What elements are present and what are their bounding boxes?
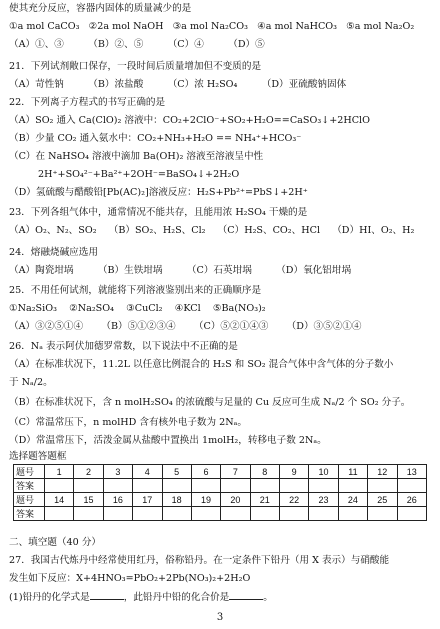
table-cell: 17 [133,493,162,507]
answer-cell[interactable] [250,479,279,493]
text-line: 2H⁺+SO₄²⁻+Ba²⁺+2OH⁻=BaSO₄↓+2H₂O [38,169,240,180]
text-line: （C）常温常压下，n molHD 含有核外电子数为 2Nₐ。 [9,417,247,428]
text-line: （A）在标准状况下，11.2L 以任意比例混合的 H₂S 和 SO₂ 混合气体中含气体的分子数小 [9,359,394,370]
q27-part1-text-2: ，此铅丹中铅的化合价是 [123,592,230,603]
answer-cell[interactable] [280,507,309,521]
text-line: （C）在 NaHSO₄ 溶液中滴加 Ba(OH)₂ 溶液至溶液呈中性 [9,151,264,162]
question-24: 24．熔融烧碱应选用 [9,247,98,258]
table-row [14,479,427,493]
question-21: 21．下列试剂敞口保存，一段时间后质量增加但不变质的是 [9,61,262,72]
table-cell: 19 [191,493,220,507]
answer-cell[interactable] [45,507,74,521]
table-cell: 9 [280,465,309,479]
text-line [9,590,273,604]
answer-cell[interactable] [397,479,427,493]
text-line: （A）O₂、N₂、SO₂ （B）SO₂、H₂S、Cl₂ （C）H₂S、CO₂、HCl （D）HI、O₂、H₂ [9,225,415,236]
table-row [14,507,427,521]
q27-part1-text: (1)铅丹的化学式是 [9,592,90,603]
table-cell: 3 [103,465,132,479]
page-number: 3 [216,612,224,623]
answer-cell[interactable] [74,479,103,493]
answer-box-title: 选择题答题框 [9,451,67,462]
table-row [14,493,427,507]
table-cell: 10 [309,465,338,479]
table-cell: 题号 [14,465,45,479]
table-cell: 23 [309,493,338,507]
table-cell: 2 [74,465,103,479]
table-cell: 22 [280,493,309,507]
table-cell: 5 [162,465,191,479]
table-cell: 12 [368,465,397,479]
answer-cell[interactable] [221,479,250,493]
table-cell: 15 [74,493,103,507]
table-cell: 答案 [14,479,45,493]
table-cell: 13 [397,465,427,479]
answer-cell[interactable] [103,507,132,521]
table-cell: 答案 [14,507,45,521]
table-cell: 7 [221,465,250,479]
table-cell: 20 [221,493,250,507]
answer-cell[interactable] [250,507,279,521]
table-cell: 8 [250,465,279,479]
answer-cell[interactable] [191,479,220,493]
table-cell: 14 [45,493,74,507]
q27-part1-end: 。 [263,592,273,603]
answer-cell[interactable] [309,507,338,521]
table-cell: 11 [338,465,367,479]
table-cell: 4 [133,465,162,479]
answer-blank[interactable] [90,590,124,600]
table-cell: 18 [162,493,191,507]
answer-cell[interactable] [162,507,191,521]
text-line: （D）氢硫酸与醋酸铅[Pb(AC)₂]溶液反应：H₂S+Pb²⁺=PbS↓+2H⁺ [9,187,308,198]
table-cell: 题号 [14,493,45,507]
answer-cell[interactable] [221,507,250,521]
table-cell: 1 [45,465,74,479]
table-cell: 21 [250,493,279,507]
answer-cell[interactable] [162,479,191,493]
answer-cell[interactable] [368,507,397,521]
answer-cell[interactable] [280,479,309,493]
table-cell: 24 [338,493,367,507]
text-line: （A）SO₂ 通入 Ca(ClO)₂ 溶液中：CO₂+2ClO⁻+SO₂+H₂O==CaSO₃↓+2HClO [9,115,370,126]
answer-cell[interactable] [103,479,132,493]
text-line: （A）①、③ （B）②、⑤ （C）④ （D）⑤ [9,39,265,50]
text-line: （A）苛性钠 （B）浓盐酸 （C）浓 H₂SO₄ （D）亚硫酸钠固体 [9,79,347,90]
answer-blank[interactable] [229,590,263,600]
question-25: 25．不用任何试剂，就能将下列溶液鉴别出来的正确顺序是 [9,285,262,296]
answer-cell[interactable] [45,479,74,493]
text-line: （B）在标准状况下，含 n molH₂SO₄ 的浓硫酸与足量的 Cu 反应可生成 Nₐ/2 个 SO₂ 分子。 [9,397,411,408]
text-line: ①a mol CaCO₃ ②2a mol NaOH ③a mol Na₂CO₃ ④a mol NaHCO₃ ⑤a mol Na₂O₂ [9,21,415,32]
answer-table [13,464,427,521]
text-line: 于 Nₐ/2。 [9,377,53,388]
question-23: 23．下列各组气体中，通常情况不能共存，且能用浓 H₂SO₄ 干燥的是 [9,207,308,218]
answer-cell[interactable] [133,479,162,493]
table-cell: 25 [368,493,397,507]
answer-cell[interactable] [397,507,427,521]
question-22: 22．下列离子方程式的书写正确的是 [9,97,166,108]
text-line: （B）少量 CO₂ 通入氨水中：CO₂+NH₃+H₂O == NH₄⁺+HCO₃⁻ [9,133,302,144]
answer-cell[interactable] [74,507,103,521]
section-heading: 二、填空题（40 分） [9,537,102,548]
table-cell: 16 [103,493,132,507]
text-line: ①Na₂SiO₃ ②Na₂SO₄ ③CuCl₂ ④KCl ⑤Ba(NO₃)₂ [9,303,266,314]
text-line: 使其充分反应，容器内固体的质量减少的是 [9,3,192,14]
question-26: 26．Nₐ 表示阿伏加德罗常数，以下说法中不正确的是 [9,341,238,352]
question-27: 27．我国古代炼丹中经常使用红丹，俗称铅丹。在一定条件下铅丹（用 X 表示）与硝酸能 [9,555,390,566]
answer-cell[interactable] [338,479,367,493]
text-line: 发生如下反应：X+4HNO₃=PbO₂+2Pb(NO₃)₂+2H₂O [9,573,251,584]
text-line: （D）常温常压下，活泼金属从盐酸中置换出 1molH₂，转移电子数 2Nₐ。 [9,435,327,446]
text-line: （A）③②⑤①④ （B）⑤①②③④ （C）⑤②①④③ （D）③⑤②①④ [9,321,362,332]
answer-cell[interactable] [338,507,367,521]
answer-cell[interactable] [368,479,397,493]
table-row [14,465,427,479]
text-line: （A）陶瓷坩埚 （B）生铁坩埚 （C）石英坩埚 （D）氧化铝坩埚 [9,265,352,276]
table-cell: 26 [397,493,427,507]
table-cell: 6 [191,465,220,479]
answer-cell[interactable] [309,479,338,493]
answer-cell[interactable] [191,507,220,521]
answer-cell[interactable] [133,507,162,521]
